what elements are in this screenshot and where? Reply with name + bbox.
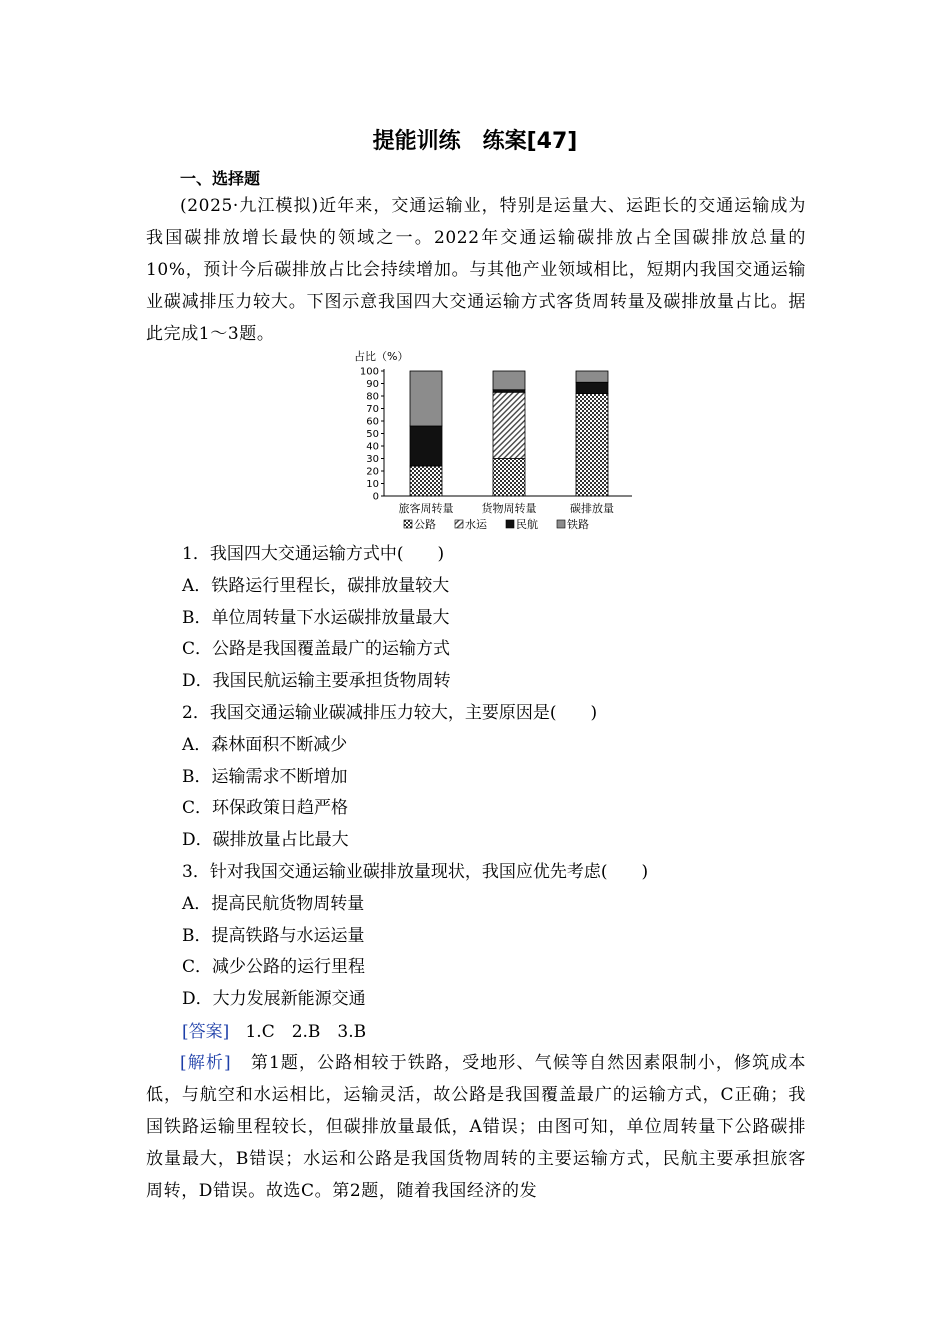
question-stem: 3．针对我国交通运输业碳排放量现状，我国应优先考虑( ) [182,862,649,882]
x-tick-label: 货物周转量 [481,502,537,515]
y-tick-label: 20 [366,466,379,478]
bar-segment-公路 [493,459,525,497]
question-option: D．碳排放量占比最大 [182,830,349,851]
x-tick-label: 旅客周转量 [398,502,454,515]
bar-segment-公路 [576,394,608,497]
question-option: C．环保政策日趋严格 [182,798,349,819]
y-tick-label: 10 [366,479,379,490]
y-tick-label: 30 [366,454,379,465]
page-title: 提能训练 练案[47] [372,129,578,154]
x-tick-label: 碳排放量 [570,502,614,515]
bar-segment-公路 [410,466,442,496]
question-option: D．大力发展新能源交通 [182,989,366,1010]
question-option: A．提高民航货物周转量 [182,893,365,914]
legend-swatch-公路 [404,520,412,528]
legend-label: 铁路 [567,518,589,531]
bar-segment-铁路 [576,371,608,382]
legend-label: 水运 [465,518,487,531]
y-tick-label: 100 [359,366,379,378]
answer-text: 1.C 2.B 3.B [245,1022,367,1042]
bar-segment-铁路 [493,371,525,390]
y-tick-label: 70 [366,404,379,415]
analysis-text: 第1题，公路相较于铁路，受地形、气候等自然因素限制小，修筑成本低，与航空和水运相比，运输灵活，故公路是我国覆盖最广的运输方式，C正确；我国铁路运输里程较长，但碳排放量最低，A错误；由图可知，单位周转量下公路碳排放量最大，B错误；水运和公路是我国货物周转的主要运输方式，民航主要承担旅客周转，D错误。故选C。第2题，随着我国经济的发 [146,1053,807,1201]
y-tick-label: 90 [366,379,379,390]
intro-text: 近年来，交通运输业，特别是运量大、运距长的交通运输成为我国碳排放增长最快的领域之一。2022年交通运输碳排放占全国碳排放总量的10%，预计今后碳排放占比会持续增加。与其他产业领域相比，短期内我国交通运输业碳减排压力较大。下图示意我国四大交通运输方式客货周转量及碳排放量占比。据此完成1～3题。 [146,196,806,344]
question-option: C．公路是我国覆盖最广的运输方式 [182,639,451,660]
legend-label: 民航 [516,518,538,531]
bar-segment-铁路 [410,371,442,426]
question-option: C．减少公路的运行里程 [182,957,366,978]
legend-swatch-水运 [455,520,463,528]
question-stem: 2．我国交通运输业碳减排压力较大，主要原因是( ) [182,703,598,723]
question-option: B．单位周转量下水运碳排放量最大 [182,607,450,628]
question-option: B．运输需求不断增加 [182,766,348,787]
legend-swatch-民航 [506,520,514,528]
y-tick-label: 60 [366,416,379,428]
bar-segment-水运 [493,392,525,458]
question-option: B．提高铁路与水运运量 [182,925,365,946]
question-option: D．我国民航运输主要承担货物周转 [182,671,451,692]
intro-source: (2025·九江模拟) [180,196,319,216]
y-axis-label: 占比（%） [354,350,409,363]
section-heading: 一、选择题 [180,169,261,188]
bar-segment-民航 [410,426,442,466]
bar-segment-民航 [576,382,608,393]
answer-label: [答案] [182,1022,230,1042]
question-stem: 1．我国四大交通运输方式中( ) [182,544,445,564]
y-tick-label: 0 [372,491,379,503]
intro-paragraph [146,190,806,350]
y-tick-label: 40 [366,441,379,453]
legend-label: 公路 [414,518,436,531]
answer-line [182,1016,366,1048]
question-option: A．铁路运行里程长，碳排放量较大 [182,575,450,596]
legend-swatch-铁路 [557,520,565,528]
analysis-paragraph [146,1047,806,1207]
y-tick-label: 50 [366,429,379,440]
analysis-label: [解析] [180,1053,232,1073]
question-option: A．森林面积不断减少 [182,734,348,755]
stacked-bar-chart [340,344,640,540]
y-tick-label: 80 [366,391,379,403]
